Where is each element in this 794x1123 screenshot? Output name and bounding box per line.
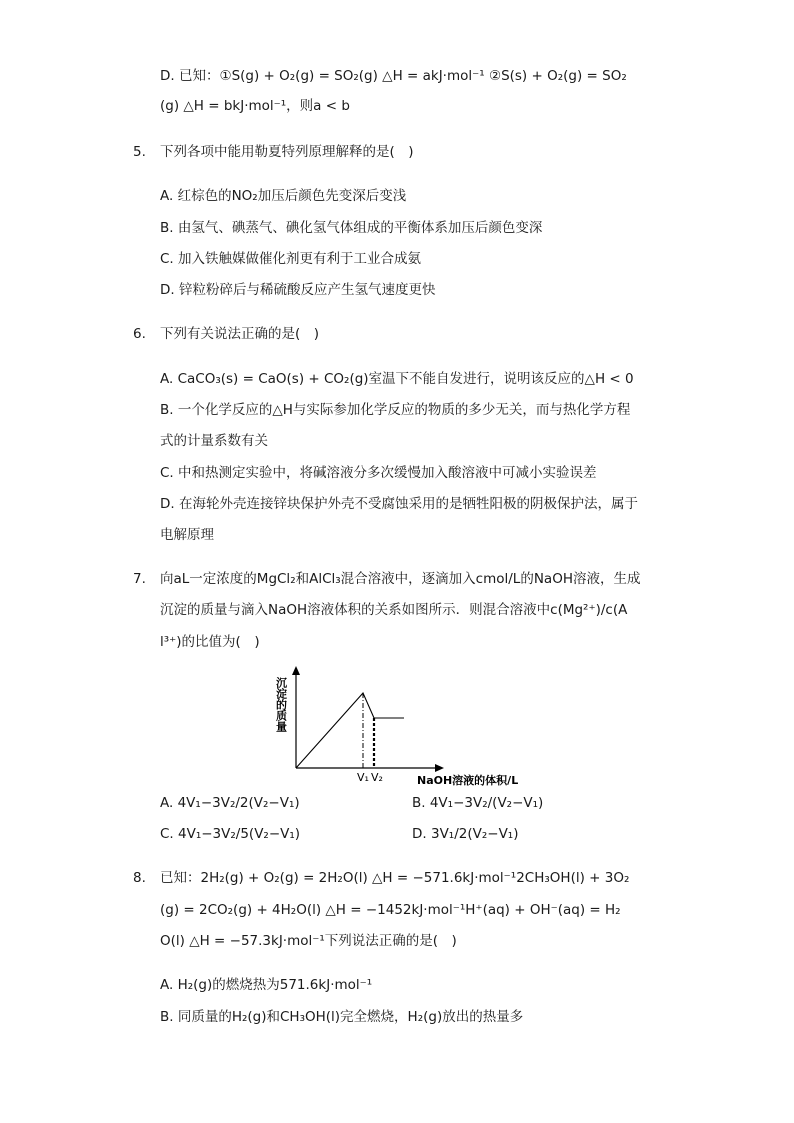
q6-option-a: A. CaCO₃(s) = CaO(s) + CO₂(g)室温下不能自发进行，说明该反应的△H < 0 [160, 371, 634, 387]
q5-number: 5. [133, 144, 146, 160]
q7-option-b: B. 4V₁−3V₂/(V₂−V₁) [412, 795, 544, 811]
graph-axes [292, 666, 444, 772]
q8-stem-line3: O(l) △H = −57.3kJ·mol⁻¹下列说法正确的是( ) [160, 933, 457, 949]
q7-option-d: D. 3V₁/2(V₂−V₁) [412, 826, 519, 842]
q5-stem: 下列各项中能用勒夏特列原理解释的是( ) [160, 144, 414, 160]
q7-number: 7. [133, 571, 146, 587]
q5-option-a: A. 红棕色的NO₂加压后颜色先变深后变浅 [160, 188, 407, 204]
q5-option-d: D. 锌粒粉碎后与稀硫酸反应产生氢气速度更快 [160, 282, 436, 298]
q7-precipitate-graph [262, 660, 552, 790]
q7-option-a: A. 4V₁−3V₂/2(V₂−V₁) [160, 795, 300, 811]
q4-option-d-line2: (g) △H = bkJ·mol⁻¹，则a < b [160, 98, 350, 114]
q8-stem-line1: 已知：2H₂(g) + O₂(g) = 2H₂O(l) △H = −571.6kJ·mol⁻¹2CH₃OH(l) + 3O₂ [160, 870, 630, 886]
q6-number: 6. [133, 326, 146, 342]
q6-option-b-line2: 式的计量系数有关 [160, 433, 268, 449]
q6-option-d-line1: D. 在海轮外壳连接锌块保护外壳不受腐蚀采用的是牺牲阳极的阴极保护法，属于 [160, 496, 638, 512]
q7-stem-line2: 沉淀的质量与滴入NaOH溶液体积的关系如图所示．则混合溶液中c(Mg²⁺)/c(A [160, 602, 628, 618]
q8-number: 8. [133, 870, 146, 886]
graph-x-label: NaOH溶液的体积/L [417, 774, 519, 787]
q4-option-d-line1: D. 已知：①S(g) + O₂(g) = SO₂(g) △H = akJ·mol⁻¹ ②S(s) + O₂(g) = SO₂ [160, 68, 627, 84]
graph-tick-v1: V₁ [357, 771, 369, 784]
q5-option-c: C. 加入铁触媒做催化剂更有利于工业合成氨 [160, 251, 422, 267]
q6-option-c: C. 中和热测定实验中，将碱溶液分多次缓慢加入酸溶液中可减小实验误差 [160, 465, 597, 481]
q7-stem-line3: l³⁺)的比值为( ) [160, 634, 260, 650]
q6-stem: 下列有关说法正确的是( ) [160, 326, 320, 342]
q8-stem-line2: (g) = 2CO₂(g) + 4H₂O(l) △H = −1452kJ·mol⁻¹H⁺(aq) + OH⁻(aq) = H₂ [160, 902, 621, 918]
q5-option-b: B. 由氢气、碘蒸气、碘化氢气体组成的平衡体系加压后颜色变深 [160, 220, 543, 236]
q6-option-b-line1: B. 一个化学反应的△H与实际参加化学反应的物质的多少无关，而与热化学方程 [160, 402, 631, 418]
q6-option-d-line2: 电解原理 [160, 527, 214, 543]
q7-option-c: C. 4V₁−3V₂/5(V₂−V₁) [160, 826, 301, 842]
q8-option-b: B. 同质量的H₂(g)和CH₃OH(l)完全燃烧，H₂(g)放出的热量多 [160, 1009, 524, 1025]
graph-tick-v2: V₂ [371, 771, 383, 784]
q8-option-a: A. H₂(g)的燃烧热为571.6kJ·mol⁻¹ [160, 977, 373, 993]
graph-y-label: 沉淀的质量 [274, 677, 288, 732]
graph-curve [296, 693, 404, 768]
q7-stem-line1: 向aL一定浓度的MgCl₂和AlCl₃混合溶液中，逐滴加入cmol/L的NaOH溶液，生成 [160, 571, 641, 587]
